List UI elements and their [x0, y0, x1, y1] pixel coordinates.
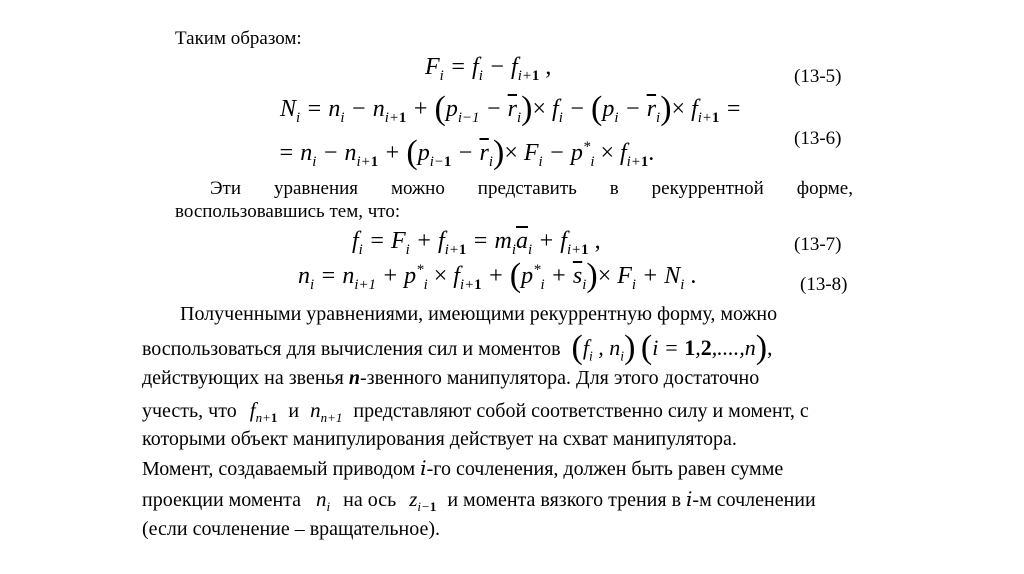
equation-13-8: $n_i = n_{i+1} + p^*_i \times f_{i+1} + (p^*_i + \overline{s}_i)\times F_i + N_i$ . [298, 257, 697, 294]
paragraph2-line4-and: и [288, 400, 300, 422]
intro-text: Таким образом: [175, 28, 302, 49]
equation-13-6-line1: $N_i = n_i - n_{i+1} + (p_{i-1} - \overline{r}_i)\times f_i - (p_i - \overline{r}_i)\times f_{i+1}$ = [280, 90, 742, 127]
inline-math-n-n-plus-1: $n_{n+1}$ [310, 398, 343, 426]
equation-number-13-6: (13-6) [794, 128, 842, 149]
inline-n-variable: n [348, 367, 361, 389]
equation-13-7: $f_i = F_i + f_{i+1} = m_i\overline{a}_i + f_{i+1}$ , [352, 228, 601, 258]
equation-13-5: $F_i = f_i - f_{i+1}$ , [425, 54, 552, 84]
inline-math-n-i: $n_i$ [316, 487, 331, 515]
paragraph1-line1: Эти уравнения можно представить в рекуррентной форме, [210, 178, 853, 199]
paragraph2-line4 [142, 398, 809, 426]
paragraph2-line3 [142, 367, 759, 390]
paragraph2-line8: (если сочленение – вращательное). [142, 518, 441, 540]
inline-math-f-n-plus-1: $f_{n+1}$ [249, 398, 278, 426]
equation-number-13-7: (13-7) [794, 234, 842, 255]
inline-i-variable-2: i [686, 487, 693, 511]
paragraph2-line2 [142, 329, 773, 366]
paragraph2-line2-text: воспользоваться для вычисления сил и моментов [142, 338, 561, 360]
paragraph2-line5: которыми объект манипулирования действует на схват манипулятора. [142, 428, 737, 450]
paragraph2-line7-text-b: на ось [343, 489, 397, 511]
paragraph2-line7-text-a: проекции момента [142, 489, 302, 511]
paragraph2-line6-text-a: Момент, создаваемый приводом [142, 458, 421, 480]
inline-i-variable: i [420, 456, 427, 480]
paragraph2-line4-text-a: учесть, что [142, 400, 237, 422]
paragraph2-line7-text-c: и момента вязкого трения в [447, 489, 687, 511]
inline-math-forces-moments: ($f_i$ , $n_i$) (i = 1,2,....,n), [571, 329, 773, 366]
paragraph2-line6-text-b: -го сочленения, должен быть равен сумме [426, 458, 784, 480]
paragraph2-line3-text-a: действующих на звенья [142, 367, 349, 389]
paragraph2-line7-text-d: -м сочленении [692, 489, 816, 511]
paragraph2-line3-text-b: -звенного манипулятора. Для этого достаточно [360, 367, 760, 389]
paragraph2-line6 [142, 456, 783, 481]
equation-13-6-line2: = $n_i - n_{i+1} + (p_{i-1} - \overline{r}_i)\times F_i - p^*_i \times f_{i+1}$. [278, 134, 655, 171]
inline-math-z-i-minus-1: $z_{i-1}$ [409, 487, 437, 515]
equation-number-13-8: (13-8) [800, 274, 848, 295]
paragraph1-line2: воспользовавшись тем, что: [175, 201, 401, 222]
paragraph2-line7 [142, 487, 816, 515]
paragraph2-line1: Полученными уравнениями, имеющими рекуррентную форму, можно [180, 303, 778, 325]
equation-number-13-5: (13-5) [794, 66, 842, 87]
paragraph2-line4-text-b: представляют собой соответственно силу и момент, с [353, 400, 809, 422]
